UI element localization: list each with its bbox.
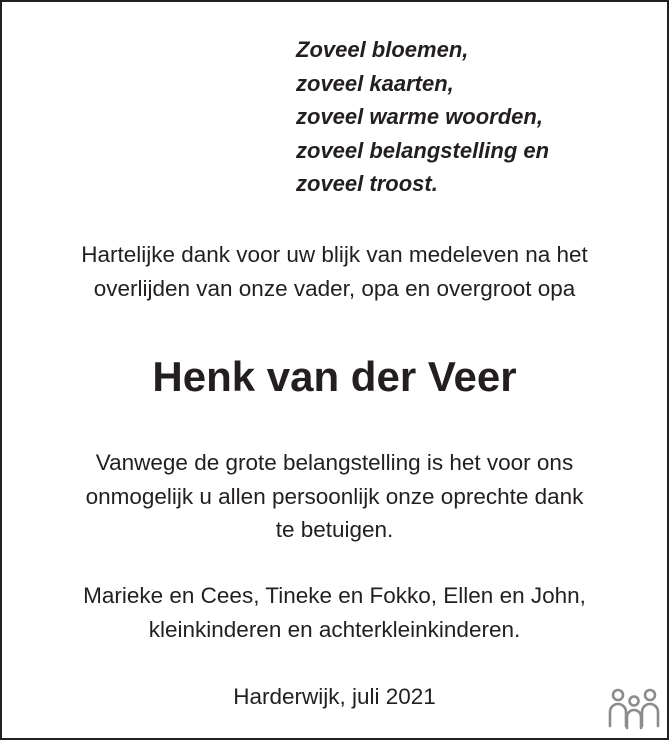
family-icon: [606, 686, 662, 732]
explanation-paragraph: [2, 446, 667, 547]
deceased-name: Henk van der Veer: [152, 353, 517, 400]
explanation-line: Vanwege de grote belangstelling is het voor ons: [95, 450, 574, 475]
family-signature: [2, 579, 667, 646]
poem-line: Zoveel bloemen,: [296, 37, 469, 62]
poem: [296, 33, 549, 201]
explanation-line: onmogelijk u allen persoonlijk onze oprechte dank: [85, 483, 584, 509]
place-date: Harderwijk, juli 2021: [233, 684, 436, 709]
poem-line: zoveel belangstelling en: [296, 137, 550, 163]
thanks-line: overlijden van onze vader, opa en overgroot opa: [93, 275, 576, 301]
explanation-line: te betuigen.: [275, 517, 394, 542]
family-line: Marieke en Cees, Tineke en Fokko, Ellen en John,: [83, 583, 586, 608]
poem-line: zoveel kaarten,: [296, 70, 454, 96]
family-line: kleinkinderen en achterkleinkinderen.: [148, 616, 521, 642]
thanks-line: Hartelijke dank voor uw blijk van medeleven na het: [81, 242, 588, 267]
poem-line: zoveel warme woorden,: [296, 104, 543, 129]
thanks-paragraph: [2, 238, 667, 305]
poem-line: zoveel troost.: [296, 171, 438, 196]
